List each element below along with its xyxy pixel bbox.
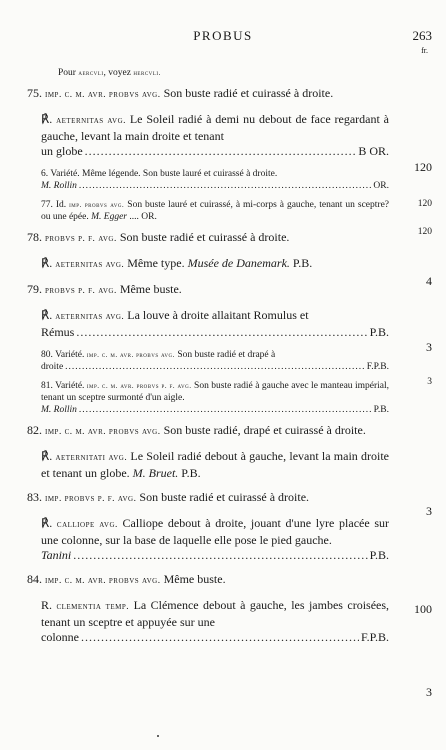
value-120: 120	[414, 160, 432, 174]
running-title: PROBUS	[193, 28, 253, 43]
entry-84: 84. imp. c. m. avr. probvs avg. Même buste.	[27, 572, 226, 586]
coin-entries	[27, 86, 389, 654]
page-mark	[157, 735, 159, 737]
cross-reference: Pour aercvli, voyez hercvli.	[58, 68, 161, 78]
entry-81: 81. Variété. imp. c. m. avr. probvs p. f. avg. Son buste radié à gauche avec le manteau impérial, tenant un sceptre surmonté d'un aigle. M. Rollin ..... P.B.	[27, 380, 389, 416]
reverse-entry: ℟. aeternitas avg. Le Soleil radié à demi nu debout de face regardant à gauche, levant la main droite et tenant un globe ..... B OR.	[27, 112, 389, 159]
reverse-entry: ℟. aeternitas avg. La louve à droite allaitant Romulus et Rémus ..... P.B.	[27, 308, 389, 340]
value-4: 4	[426, 274, 432, 288]
entry-83: 83. imp. probvs p. f. avg. Son buste radié et cuirassé à droite.	[27, 490, 310, 504]
value-3: 3	[426, 685, 432, 699]
entry-79: 79. probvs p. f. avg. Même buste.	[27, 282, 182, 296]
reverse-entry: ℟. aeternitas avg. Même type. Musée de Danemark. P.B.	[41, 256, 313, 270]
entry-80: 80. Variété. imp. c. m. avr. probvs avg. Son buste radié et drapé à droite ..... F.P.B.	[27, 349, 389, 373]
page-number: 263	[412, 28, 432, 43]
page-header	[0, 28, 446, 55]
entry-75: 75. imp. c. m. avr. probvs avg. Son buste radié et cuirassé à droite.	[27, 86, 334, 100]
entry-77: 77. Id. imp. probvs avg. Son buste lauré et cuirassé, à mi-corps à gauche, tenant un sceptre? ou une épée. M. Egger .... OR.	[41, 200, 390, 222]
value-3: 3	[426, 340, 432, 354]
value-3: 3	[427, 377, 432, 387]
entry-76-variety: 6. Variété. Même légende. Son buste lauré et cuirassé à droite. M. Rollin ..... OR.	[27, 168, 389, 192]
reverse-entry: ℟. calliope avg. Calliope debout à droite, jouant d'une lyre placée sur une colonne, sur la base de laquelle elle pose le pied gauche. Tanini ..... P.B.	[27, 516, 389, 563]
entry-78: 78. probvs p. f. avg. Son buste radié et cuirassé à droite.	[27, 230, 290, 244]
reverse-entry: ℟. aeternitati avg. Le Soleil radié debout à gauche, levant la main droite et tenant un globe. M. Bruet. P.B.	[41, 449, 389, 480]
value-3: 3	[426, 504, 432, 518]
value-120: 120	[417, 227, 432, 237]
entry-82: 82. imp. c. m. avr. probvs avg. Son buste radié, drapé et cuirassé à droite.	[27, 423, 366, 437]
reverse-entry: R. clementia temp. La Clémence debout à gauche, les jambes croisées, tenant un sceptre et appuyée sur une colonne ..... F.P.B.	[27, 598, 389, 645]
value-column-label: fr.	[421, 46, 428, 55]
value-120: 120	[417, 199, 432, 209]
value-100: 100	[414, 602, 432, 616]
